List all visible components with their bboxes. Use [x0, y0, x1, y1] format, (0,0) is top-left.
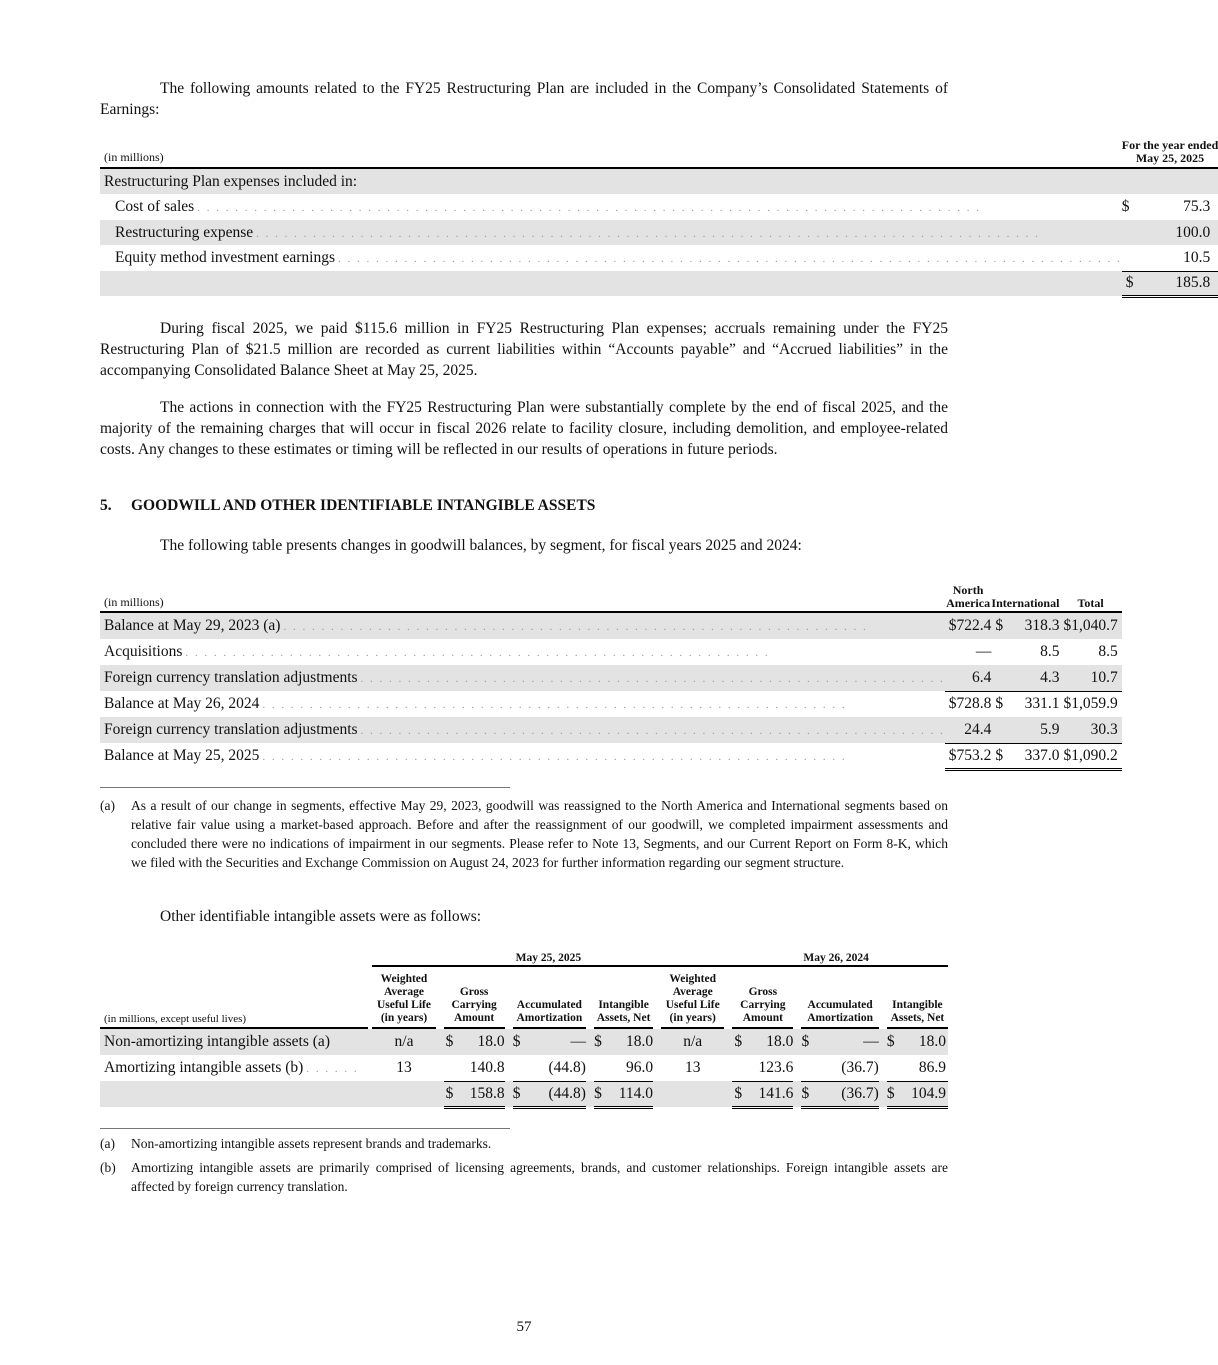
- goodwill-table: [100, 579, 1122, 771]
- col-useful-life: Weighted Average Useful Life (in years): [377, 973, 431, 1024]
- page-number: 57: [516, 1319, 532, 1335]
- table1-units: (in millions): [104, 150, 164, 164]
- table1-section-label: Restructuring Plan expenses included in:: [100, 169, 1122, 194]
- table-row: Non-amortizing intangible assets (a) n/a $ 18.0 $ — $ 18.0 n/a $ 18.0 $ — $ 18.0: [100, 1029, 948, 1055]
- period-header-2025: May 25, 2025: [372, 950, 724, 966]
- table-row: Amortizing intangible assets (b) . . . . . . 13 140.8 (44.8) 96.0 13 123.6 (36.7) 86.9: [100, 1055, 948, 1081]
- goodwill-intro-paragraph: The following table presents changes in goodwill balances, by segment, for fiscal years 2025 and 2024:: [160, 537, 802, 554]
- col-intangible-net: Intangible Assets, Net: [596, 999, 651, 1024]
- restructuring-expenses-table: [100, 135, 1218, 298]
- table1-column-header: For the year ended May 25, 2025: [1121, 138, 1218, 165]
- table3-total-row: $ 158.8 $ (44.8) $ 114.0 $ 141.6 $ (36.7) $ 104.9: [100, 1081, 948, 1107]
- table-row: Acquisitions . . . . . . . . . . . . . . . . . . . . . . . . . . . . . . . . . . . . . . . . . . . . . . . . . . . . . . . . . . . . . . — 8.5 8.5: [104, 643, 1118, 660]
- table3-units: (in millions, except useful lives): [104, 1013, 247, 1025]
- col-gross-carrying-2024: Gross Carrying Amount: [740, 986, 786, 1024]
- col-total: Total: [1077, 596, 1104, 610]
- goodwill-footnote: (a) As a result of our change in segments, effective May 29, 2023, goodwill was reassigned to the North America and International segments based on relative fair value using a market-based approach. Before and after the reassignment of our goodwill, we completed impairment assessments and concluded there were no indications of impairment in our segments. Please refer to Note 13, Segments, and our Current Report on Form 8-K, which we filed with the Securities and Exchange Commission on August 24, 2023 for further information regarding our segment structure.: [100, 798, 948, 870]
- table-row: Foreign currency translation adjustments . . . . . . . . . . . . . . . . . . . . . . . . . . . . . . . . . . . . . . . . . . . . . . . . . . . . . . . . . . . . . . 6.4 4.3 10.7: [100, 665, 1122, 691]
- col-international: International: [991, 596, 1060, 610]
- table-row: Equity method investment earnings . . . . . . . . . . . . . . . . . . . . . . . . . . . . . . . . . . . . . . . . . . . . . . . . . . . . . . . . . . . . . . . . . . . . . . . . . . . . . . . . . . . 10.5: [115, 248, 1211, 266]
- table-row: Balance at May 25, 2025 . . . . . . . . . . . . . . . . . . . . . . . . . . . . . . . . . . . . . . . . . . . . . . . . . . . . . . . . . . . . . . $ 753.2 $ 337.0 $ 1,090.2: [100, 743, 1122, 769]
- table-row: Foreign currency translation adjustments . . . . . . . . . . . . . . . . . . . . . . . . . . . . . . . . . . . . . . . . . . . . . . . . . . . . . . . . . . . . . . 24.4 5.9 30.3: [100, 717, 1122, 743]
- table-row: Restructuring expense . . . . . . . . . . . . . . . . . . . . . . . . . . . . . . . . . . . . . . . . . . . . . . . . . . . . . . . . . . . . . . . . . . . . . . . . . . . . . . . . . . . 100.0: [100, 220, 1218, 245]
- intangible-assets-table: [100, 950, 948, 1109]
- table2-units: (in millions): [104, 595, 164, 609]
- col-useful-life-2024: Weighted Average Useful Life (in years): [665, 973, 720, 1024]
- other-intangibles-paragraph: Other identifiable intangible assets were as follows:: [160, 908, 482, 925]
- intangibles-footnote-b: (b) Amortizing intangible assets are primarily comprised of licensing agreements, brands, and customer relationships. Foreign intangible assets are affected by foreign currency translation.: [100, 1160, 948, 1194]
- section-5-title: 5. GOODWILL AND OTHER IDENTIFIABLE INTANGIBLE ASSETS: [100, 497, 596, 514]
- paid-paragraph: During fiscal 2025, we paid $115.6 million in FY25 Restructuring Plan expenses; accruals remaining under the FY25 Restructuring Plan of $21.5 million are recorded as current liabilities within “Accounts payable” and “Accrued liabilities” in the accompanying Consolidated Balance Sheet at May 25, 2025.: [100, 320, 948, 379]
- table-row: Balance at May 26, 2024 . . . . . . . . . . . . . . . . . . . . . . . . . . . . . . . . . . . . . . . . . . . . . . . . . . . . . . . . . . . . . . $ 728.8 $ 331.1 $ 1,059.9: [104, 695, 1118, 713]
- intangibles-footnote-a: (a) Non-amortizing intangible assets represent brands and trademarks.: [100, 1136, 492, 1151]
- intro-paragraph: The following amounts related to the FY25 Restructuring Plan are included in the Company’s Consolidated Statements of Earnings:: [100, 80, 948, 118]
- actions-paragraph: The actions in connection with the FY25 Restructuring Plan were substantially complete by the end of fiscal 2025, and the majority of the remaining charges that will occur in fiscal 2026 relate to facility closure, including demolition, and employee-related costs. Any changes to these estimates or timing will be reflected in our results of operations in future periods.: [100, 399, 948, 458]
- col-intangible-net-2024: Intangible Assets, Net: [890, 999, 945, 1024]
- col-north-america: North America: [946, 583, 991, 610]
- col-accumulated-amortization-2024: Accumulated Amortization: [807, 999, 873, 1024]
- footnote-rule: [100, 1128, 510, 1129]
- col-accumulated-amortization: Accumulated Amortization: [516, 999, 583, 1024]
- table1-total-row: $ 185.8: [100, 271, 1218, 296]
- table-row: Cost of sales . . . . . . . . . . . . . . . . . . . . . . . . . . . . . . . . . . . . . . . . . . . . . . . . . . . . . . . . . . . . . . . . . . . . . . . . . . . . . . . . . . . $ 75.3: [115, 198, 1211, 215]
- footnote-rule: [100, 787, 510, 788]
- col-gross-carrying: Gross Carrying Amount: [451, 986, 497, 1024]
- period-header-2024: May 26, 2024: [724, 950, 948, 966]
- table-row: Balance at May 29, 2023 (a) . . . . . . . . . . . . . . . . . . . . . . . . . . . . . . . . . . . . . . . . . . . . . . . . . . . . . . . . . . . . . . $ 722.4 $ 318.3 $ 1,040.7: [100, 613, 1122, 639]
